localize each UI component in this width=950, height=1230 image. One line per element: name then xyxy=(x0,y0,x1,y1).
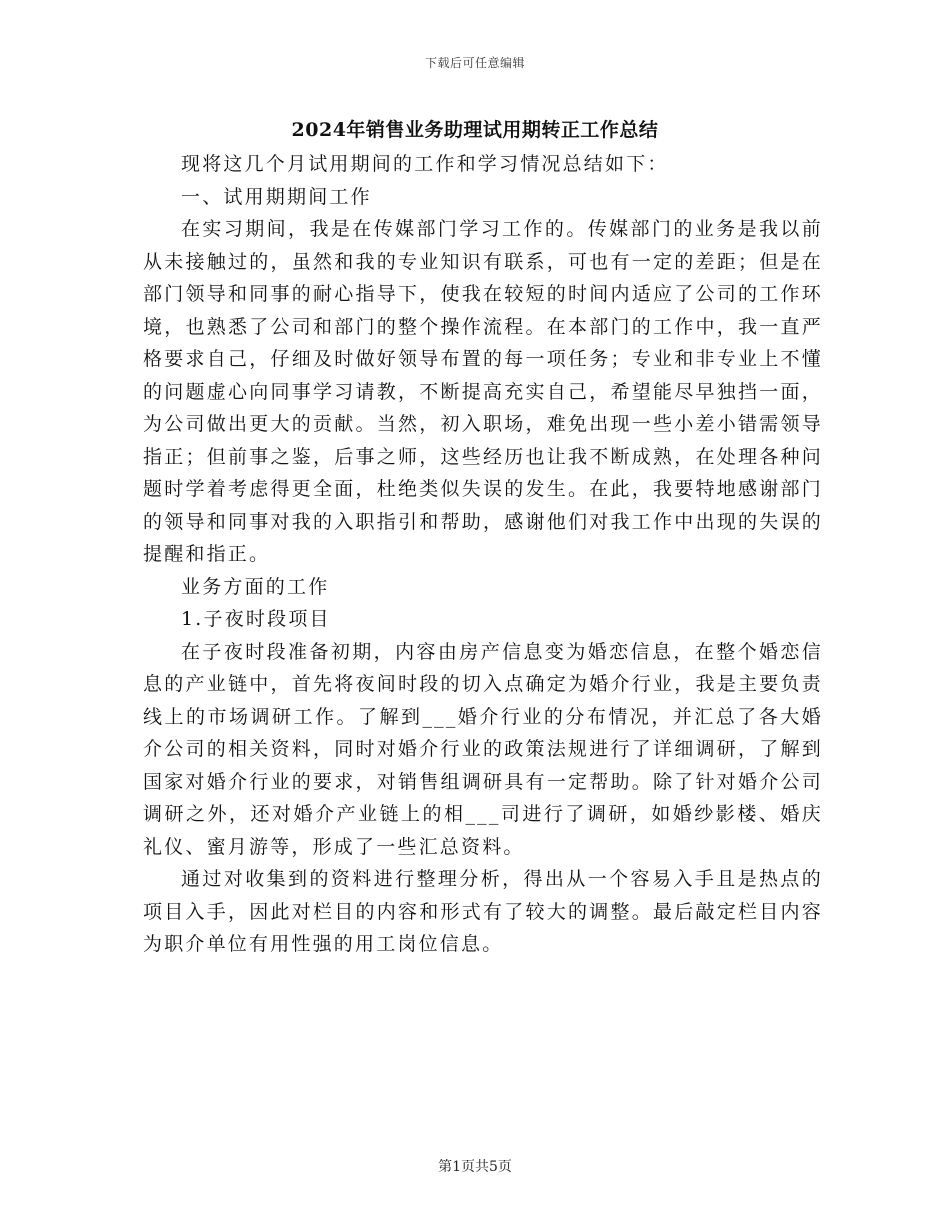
document-title: 2024年销售业务助理试用期转正工作总结 xyxy=(291,119,659,141)
section-heading-probation-work: 一、试用期期间工作 xyxy=(181,185,372,208)
paragraph-analysis: 通过对收集到的资料进行整理分析，得出从一个容易入手且是热点的项目入手，因此对栏目的内容和形式有了较大的调整。最后敲定栏目内容为职介单位有用性强的用工岗位信息。 xyxy=(143,868,823,955)
paragraph-intro: 现将这几个月试用期间的工作和学习情况总结如下： xyxy=(181,153,669,175)
section-heading-business-work: 业务方面的工作 xyxy=(181,575,330,598)
subheading-midnight-project: 1.子夜时段项目 xyxy=(181,608,331,630)
paragraph-internship: 在实习期间，我是在传媒部门学习工作的。传媒部门的业务是我以前从未接触过的，虽然和我的专业知识有联系，可也有一定的差距；但是在部门领导和同事的耐心指导下，使我在较短的时间内适应了公司的工作环境，也熟悉了公司和部门的整个操作流程。在本部门的工作中，我一直严格要求自己，仔细及时做好领导布置的每一项任务；专业和非专业上不懂的问题虚心向同事学习请教，不断提高充实自己，希望能尽早独挡一面，为公司做出更大的贡献。当然，初入职场，难免出现一些小差小错需领导指正；但前事之鉴，后事之师，这些经历也让我不断成熟，在处理各种问题时学着考虑得更全面，杜绝类似失误的发生。在此，我要特地感谢部门的领导和同事对我的入职指引和帮助，感谢他们对我工作中出现的失误的提醒和指正。 xyxy=(143,218,823,565)
page-footer: 第1页共5页 xyxy=(438,1159,512,1175)
paragraph-midnight-project: 在子夜时段准备初期，内容由房产信息变为婚恋信息，在整个婚恋信息的产业链中，首先将夜间时段的切入点确定为婚介行业，我是主要负责线上的市场调研工作。了解到___婚介行业的分布情况，并汇总了各大婚介公司的相关资料，同时对婚介行业的政策法规进行了详细调研，了解到国家对婚介行业的要求，对销售组调研具有一定帮助。除了针对婚介公司调研之外，还对婚介产业链上的相___司进行了调研，如婚纱影楼、婚庆礼仪、蜜月游等，形成了一些汇总资料。 xyxy=(143,640,823,858)
document-body xyxy=(143,148,823,961)
header-note: 下载后可任意编辑 xyxy=(424,56,525,70)
